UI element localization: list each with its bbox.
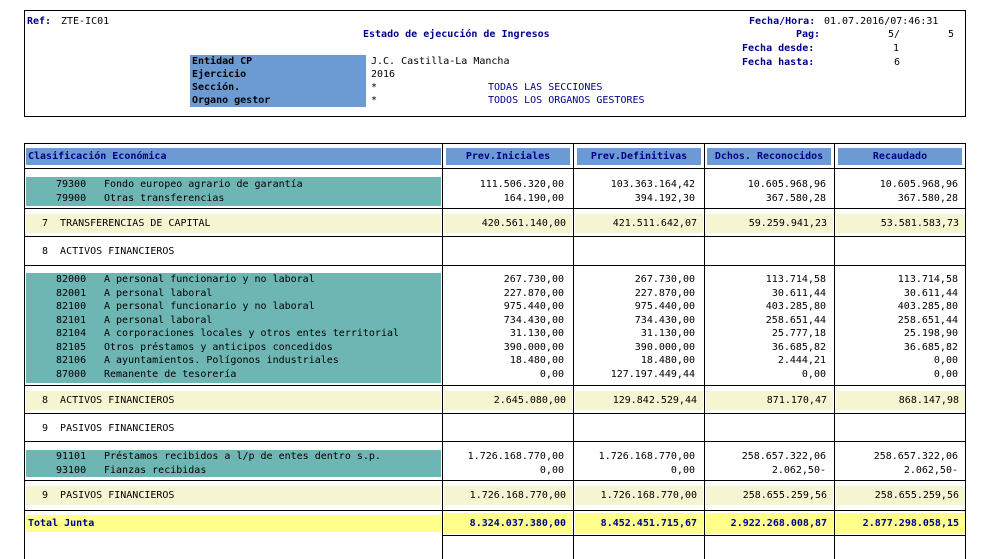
subtotal-dchos-reconocidos: 59.259.941,23 <box>706 214 833 233</box>
row-dchos-reconocidos: 25.777,18 <box>771 328 826 339</box>
row-prev-iniciales: 267.730,00 <box>503 274 564 285</box>
row-code: 82100 <box>56 301 87 312</box>
fechahora-label: Fecha/Hora: <box>749 16 816 27</box>
row-prev-iniciales: 18.480,00 <box>509 355 564 366</box>
row-recaudado: 258.657.322,06 <box>873 451 958 462</box>
row-recaudado: 30.611,44 <box>903 287 958 299</box>
row-code: 87000 <box>56 368 87 380</box>
row-description: Fondo europeo agrario de garantía <box>104 179 303 190</box>
row-code: 82106 <box>56 355 87 366</box>
row-dchos-reconocidos: 0,00 <box>801 368 826 380</box>
row-prev-iniciales: 390.000,00 <box>503 341 564 353</box>
row-dchos-reconocidos: 258.657.322,06 <box>741 451 826 462</box>
col-header-prev-iniciales: Prev.Iniciales <box>446 148 570 165</box>
pag-value: 5/ <box>888 29 901 40</box>
row-description: Préstamos recibidos a l/p de entes dentro s.p. <box>104 451 381 462</box>
entidad-label: Entidad CP <box>190 55 366 68</box>
subtotal-prev-definitivas: 421.511.642,07 <box>575 214 703 233</box>
seccion-desc: TODAS LAS SECCIONES <box>488 82 603 93</box>
row-description: Otros préstamos y anticipos concedidos <box>104 341 333 353</box>
total-prev-definitivas: 8.452.451.715,67 <box>575 513 703 534</box>
row-recaudado: 367.580,28 <box>897 192 958 204</box>
row-description: A personal laboral <box>104 314 213 326</box>
row-code: 82000 <box>56 274 87 285</box>
row-recaudado: 0,00 <box>933 355 958 366</box>
row-prev-definitivas: 103.363.164,42 <box>610 179 695 190</box>
seccion-value: * <box>371 82 378 93</box>
fecha-desde-value: 1 <box>893 43 900 54</box>
subtotal-dchos-reconocidos: 871.170,47 <box>706 391 833 410</box>
row-code: 82001 <box>56 287 87 299</box>
row-prev-definitivas: 1.726.168.770,00 <box>598 451 695 462</box>
subtotal-dchos-reconocidos: 258.655.259,56 <box>706 486 833 505</box>
ejercicio-value: 2016 <box>371 69 396 80</box>
row-prev-definitivas: 394.192,30 <box>634 192 695 204</box>
row-description: Otras transferencias <box>104 192 225 204</box>
row-code: 82104 <box>56 328 87 339</box>
row-prev-iniciales: 0,00 <box>539 368 564 380</box>
ref-value: ZTE-IC01 <box>61 16 110 27</box>
subtotal-recaudado: 53.581.583,73 <box>836 214 965 233</box>
subtotal-recaudado: 258.655.259,56 <box>836 486 965 505</box>
row-prev-iniciales: 227.870,00 <box>503 287 564 299</box>
row-rule <box>25 385 965 386</box>
col-divider <box>442 144 443 559</box>
row-dchos-reconocidos: 30.611,44 <box>771 287 826 299</box>
col-header-clasificacion: Clasificación Económica <box>26 148 441 165</box>
total-rule <box>442 535 965 536</box>
row-description: Remanente de tesorería <box>104 368 237 380</box>
section-heading: 9 PASIVOS FINANCIEROS <box>42 423 175 434</box>
subtotal-recaudado: 868.147,98 <box>836 391 965 410</box>
row-prev-definitivas: 18.480,00 <box>640 355 695 366</box>
row-recaudado: 36.685,82 <box>903 341 958 353</box>
subtotal-prev-iniciales: 2.645.080,00 <box>444 391 572 410</box>
row-code: 79900 <box>56 192 87 204</box>
row-prev-iniciales: 31.130,00 <box>509 328 564 339</box>
row-description: A corporaciones locales y otros entes territorial <box>104 328 400 339</box>
row-prev-iniciales: 734.430,00 <box>503 314 564 326</box>
ejercicio-label: Ejercicio <box>190 68 366 81</box>
row-code: 82101 <box>56 314 87 326</box>
fechahora-value: 01.07.2016/07:46:31 <box>824 16 939 27</box>
row-prev-iniciales: 111.506.320,00 <box>479 179 564 190</box>
col-header-recaudado: Recaudado <box>838 148 962 165</box>
total-label: Total Junta <box>26 515 441 532</box>
row-prev-definitivas: 0,00 <box>670 464 695 476</box>
organo-value: * <box>371 95 378 106</box>
row-rule <box>25 510 965 511</box>
row-prev-definitivas: 734.430,00 <box>634 314 695 326</box>
row-prev-iniciales: 0,00 <box>539 464 564 476</box>
subtotal-label: 7 TRANSFERENCIAS DE CAPITAL <box>26 214 441 233</box>
subtotal-prev-definitivas: 1.726.168.770,00 <box>575 486 703 505</box>
row-prev-definitivas: 390.000,00 <box>634 341 695 353</box>
row-recaudado: 25.198,90 <box>903 328 958 339</box>
col-divider <box>573 144 574 559</box>
row-description: A personal funcionario y no laboral <box>104 274 315 285</box>
total-dchos-reconocidos: 2.922.268.008,87 <box>706 513 833 534</box>
row-dchos-reconocidos: 258.651,44 <box>765 314 826 326</box>
row-code: 93100 <box>56 464 87 476</box>
row-rule <box>25 441 965 442</box>
subtotal-label: 9 PASIVOS FINANCIEROS <box>26 486 441 505</box>
row-description: A ayuntamientos. Polígonos industriales <box>104 355 339 366</box>
row-prev-definitivas: 31.130,00 <box>640 328 695 339</box>
row-code: 82105 <box>56 341 87 353</box>
seccion-label: Sección. <box>190 81 366 94</box>
subtotal-prev-definitivas: 129.842.529,44 <box>575 391 703 410</box>
row-description: A personal laboral <box>104 287 213 299</box>
row-recaudado: 113.714,58 <box>897 274 958 285</box>
row-rule <box>25 265 965 266</box>
row-prev-iniciales: 1.726.168.770,00 <box>467 451 564 462</box>
row-recaudado: 10.605.968,96 <box>879 179 958 190</box>
row-dchos-reconocidos: 113.714,58 <box>765 274 826 285</box>
row-rule <box>25 413 965 414</box>
row-dchos-reconocidos: 367.580,28 <box>765 192 826 204</box>
row-rule <box>25 236 965 237</box>
row-dchos-reconocidos: 2.444,21 <box>777 355 826 366</box>
fecha-desde-label: Fecha desde: <box>742 43 815 54</box>
row-prev-definitivas: 127.197.449,44 <box>610 368 695 380</box>
ref-label: Ref: <box>27 16 52 27</box>
row-description: Fianzas recibidas <box>104 464 207 476</box>
row-dchos-reconocidos: 36.685,82 <box>771 341 826 353</box>
col-header-prev-definitivas: Prev.Definitivas <box>577 148 701 165</box>
report-header <box>24 10 966 117</box>
row-prev-definitivas: 267.730,00 <box>634 274 695 285</box>
row-rule <box>25 208 965 209</box>
row-rule <box>25 480 965 481</box>
col-divider <box>704 144 705 559</box>
row-code: 79300 <box>56 179 87 190</box>
row-dchos-reconocidos: 403.285,80 <box>765 301 826 312</box>
row-recaudado: 0,00 <box>933 368 958 380</box>
row-dchos-reconocidos: 2.062,50- <box>771 464 826 476</box>
entidad-value: J.C. Castilla-La Mancha <box>371 56 510 67</box>
subtotal-prev-iniciales: 1.726.168.770,00 <box>444 486 572 505</box>
row-recaudado: 258.651,44 <box>897 314 958 326</box>
col-header-dchos-reconocidos: Dchos. Reconocidos <box>707 148 831 165</box>
row-recaudado: 403.285,80 <box>897 301 958 312</box>
organo-label: Organo gestor <box>190 94 366 107</box>
pag-label: Pag: <box>796 29 821 40</box>
row-dchos-reconocidos: 10.605.968,96 <box>747 179 826 190</box>
row-description: A personal funcionario y no laboral <box>104 301 315 312</box>
fecha-hasta-label: Fecha hasta: <box>742 57 815 68</box>
col-divider <box>834 144 835 559</box>
pag-total: 5 <box>948 29 955 40</box>
subtotal-label: 8 ACTIVOS FINANCIEROS <box>26 391 441 410</box>
subtotal-prev-iniciales: 420.561.140,00 <box>444 214 572 233</box>
section-heading: 8 ACTIVOS FINANCIEROS <box>42 246 175 257</box>
row-recaudado: 2.062,50- <box>903 464 958 476</box>
row-prev-definitivas: 975.440,00 <box>634 301 695 312</box>
row-prev-definitivas: 227.870,00 <box>634 287 695 299</box>
header-rule <box>25 168 965 169</box>
ingresos-table <box>24 143 966 559</box>
row-prev-iniciales: 164.190,00 <box>503 192 564 204</box>
total-prev-iniciales: 8.324.037.380,00 <box>444 513 572 534</box>
total-recaudado: 2.877.298.058,15 <box>836 513 965 534</box>
report-title: Estado de ejecución de Ingresos <box>363 29 550 40</box>
row-code: 91101 <box>56 451 87 462</box>
fecha-hasta-value: 6 <box>894 57 901 68</box>
organo-desc: TODOS LOS ORGANOS GESTORES <box>488 95 645 106</box>
row-prev-iniciales: 975.440,00 <box>503 301 564 312</box>
